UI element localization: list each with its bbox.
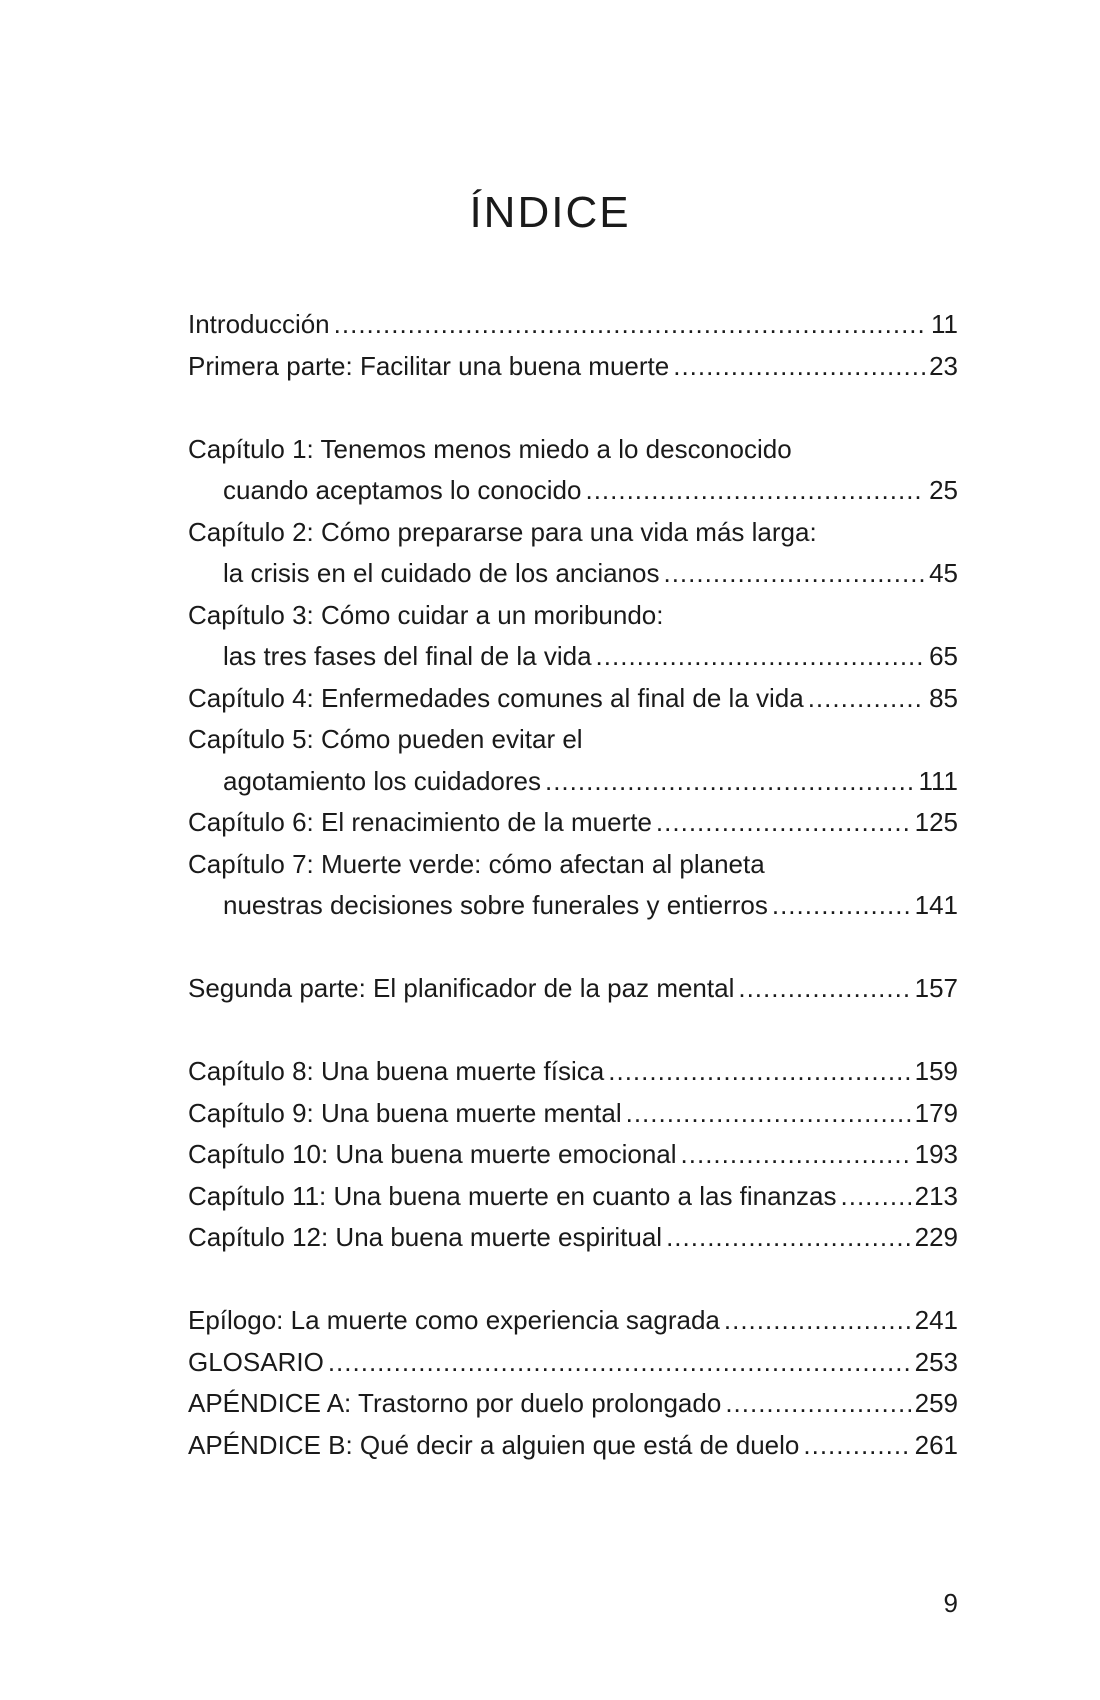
dot-leader bbox=[666, 1217, 911, 1259]
toc-line bbox=[188, 844, 958, 886]
toc-line bbox=[188, 304, 958, 346]
toc-entry-title: la crisis en el cuidado de los ancianos bbox=[223, 558, 660, 588]
toc-page-number: 179 bbox=[914, 1097, 958, 1128]
dot-leader bbox=[545, 761, 914, 803]
toc-page-number: 141 bbox=[914, 890, 958, 920]
page-number: 9 bbox=[943, 1588, 958, 1618]
toc-line bbox=[188, 802, 958, 844]
dot-leader bbox=[328, 1342, 911, 1384]
toc-page-number: 229 bbox=[914, 1222, 958, 1252]
toc-entry-title: Capítulo 3: Cómo cuidar a un moribundo: bbox=[188, 599, 664, 630]
toc-page-number: 259 bbox=[914, 1388, 958, 1418]
toc-line bbox=[188, 636, 958, 678]
dot-leader bbox=[738, 968, 910, 1010]
toc-line bbox=[188, 470, 958, 512]
dot-leader bbox=[608, 1051, 910, 1093]
toc-entry bbox=[188, 1425, 958, 1467]
toc-entry-title: Capítulo 10: Una buena muerte emocional bbox=[188, 1139, 677, 1169]
toc-page-number: 125 bbox=[914, 807, 958, 837]
toc-line bbox=[188, 678, 958, 720]
dot-leader bbox=[656, 802, 911, 844]
toc-entry-title: Capítulo 8: Una buena muerte física bbox=[188, 1056, 605, 1086]
toc-page-number: 261 bbox=[914, 1429, 958, 1460]
dot-leader bbox=[725, 1383, 910, 1425]
toc-page-number: 159 bbox=[914, 1056, 958, 1086]
toc-entry bbox=[188, 512, 958, 595]
toc-entry bbox=[188, 1176, 958, 1218]
toc-entry-title: Capítulo 1: Tenemos menos miedo a lo desconocido bbox=[188, 433, 792, 464]
toc-line bbox=[188, 1217, 958, 1259]
toc-entry bbox=[188, 1342, 958, 1384]
toc-entry bbox=[188, 802, 958, 844]
toc-entry bbox=[188, 844, 958, 927]
toc-page-number: 213 bbox=[914, 1180, 958, 1211]
toc-entry-title: Capítulo 9: Una buena muerte mental bbox=[188, 1097, 622, 1128]
toc-line bbox=[188, 429, 958, 471]
toc-entry-title: Primera parte: Facilitar una buena muerte bbox=[188, 350, 670, 381]
dot-leader bbox=[334, 304, 927, 346]
dot-leader bbox=[803, 1425, 910, 1467]
dot-leader bbox=[772, 885, 911, 927]
toc-entry-title: Capítulo 6: El renacimiento de la muerte bbox=[188, 807, 652, 837]
toc-entry-title: las tres fases del final de la vida bbox=[223, 641, 592, 671]
toc-entry bbox=[188, 1051, 958, 1093]
toc-entry-title: Capítulo 7: Muerte verde: cómo afectan al planeta bbox=[188, 848, 765, 879]
toc-entry-title: Capítulo 11: Una buena muerte en cuanto a las finanzas bbox=[188, 1180, 837, 1211]
toc-line bbox=[188, 1425, 958, 1467]
toc-page-number: 45 bbox=[929, 558, 958, 588]
toc-entry bbox=[188, 719, 958, 802]
toc-page-number: 65 bbox=[929, 641, 958, 671]
dot-leader bbox=[663, 553, 925, 595]
table-of-contents bbox=[188, 304, 958, 1466]
dot-leader bbox=[585, 470, 925, 512]
toc-entry bbox=[188, 346, 958, 388]
toc-line bbox=[188, 1383, 958, 1425]
toc-entry-title: cuando aceptamos lo conocido bbox=[223, 475, 582, 505]
toc-entry-title: Capítulo 5: Cómo pueden evitar el bbox=[188, 724, 583, 754]
toc-entry bbox=[188, 1093, 958, 1135]
toc-page-number: 111 bbox=[918, 765, 958, 796]
toc-entry bbox=[188, 1134, 958, 1176]
toc-line bbox=[188, 553, 958, 595]
toc-entry bbox=[188, 678, 958, 720]
toc-entry bbox=[188, 1383, 958, 1425]
toc-entry bbox=[188, 968, 958, 1010]
toc-entry-title: APÉNDICE B: Qué decir a alguien que está de duelo bbox=[188, 1429, 800, 1460]
dot-leader bbox=[841, 1176, 911, 1218]
toc-page-number: 193 bbox=[914, 1139, 958, 1169]
page-title: ÍNDICE bbox=[469, 188, 631, 237]
toc-entry bbox=[188, 429, 958, 512]
dot-leader bbox=[596, 636, 926, 678]
toc-entry-title: Introducción bbox=[188, 309, 330, 339]
toc-line bbox=[188, 968, 958, 1010]
toc-entry-title: agotamiento los cuidadores bbox=[223, 765, 541, 796]
toc-entry bbox=[188, 1300, 958, 1342]
dot-leader bbox=[626, 1093, 911, 1135]
toc-line bbox=[188, 1300, 958, 1342]
toc-page-number: 85 bbox=[929, 682, 958, 713]
toc-line bbox=[188, 1134, 958, 1176]
toc-line bbox=[188, 1176, 958, 1218]
toc-line bbox=[188, 346, 958, 388]
toc-entry-title: Segunda parte: El planificador de la paz mental bbox=[188, 973, 735, 1003]
dot-leader bbox=[673, 346, 925, 388]
toc-line bbox=[188, 885, 958, 927]
toc-page-number: 253 bbox=[914, 1346, 958, 1377]
toc-line bbox=[188, 595, 958, 637]
dot-leader bbox=[808, 678, 925, 720]
toc-entry-title: nuestras decisiones sobre funerales y entierros bbox=[223, 890, 768, 920]
toc-entry-title: Capítulo 2: Cómo prepararse para una vida más larga: bbox=[188, 516, 817, 547]
toc-entry-title: Capítulo 4: Enfermedades comunes al final de la vida bbox=[188, 682, 804, 713]
dot-leader bbox=[681, 1134, 911, 1176]
toc-line bbox=[188, 761, 958, 803]
toc-page-number: 23 bbox=[929, 350, 958, 381]
toc-page-number: 25 bbox=[929, 475, 958, 505]
dot-leader bbox=[724, 1300, 911, 1342]
toc-entry bbox=[188, 1217, 958, 1259]
toc-page-number: 241 bbox=[914, 1305, 958, 1335]
toc-page-number: 11 bbox=[931, 309, 958, 339]
toc-page-number: 157 bbox=[914, 973, 958, 1003]
toc-entry bbox=[188, 595, 958, 678]
toc-entry-title: APÉNDICE A: Trastorno por duelo prolongado bbox=[188, 1388, 722, 1418]
toc-line bbox=[188, 1093, 958, 1135]
toc-entry bbox=[188, 304, 958, 346]
toc-entry-title: Epílogo: La muerte como experiencia sagrada bbox=[188, 1305, 720, 1335]
toc-line bbox=[188, 1342, 958, 1384]
toc-line bbox=[188, 512, 958, 554]
toc-line bbox=[188, 1051, 958, 1093]
toc-entry-title: GLOSARIO bbox=[188, 1346, 324, 1377]
toc-entry-title: Capítulo 12: Una buena muerte espiritual bbox=[188, 1222, 663, 1252]
toc-line bbox=[188, 719, 958, 761]
